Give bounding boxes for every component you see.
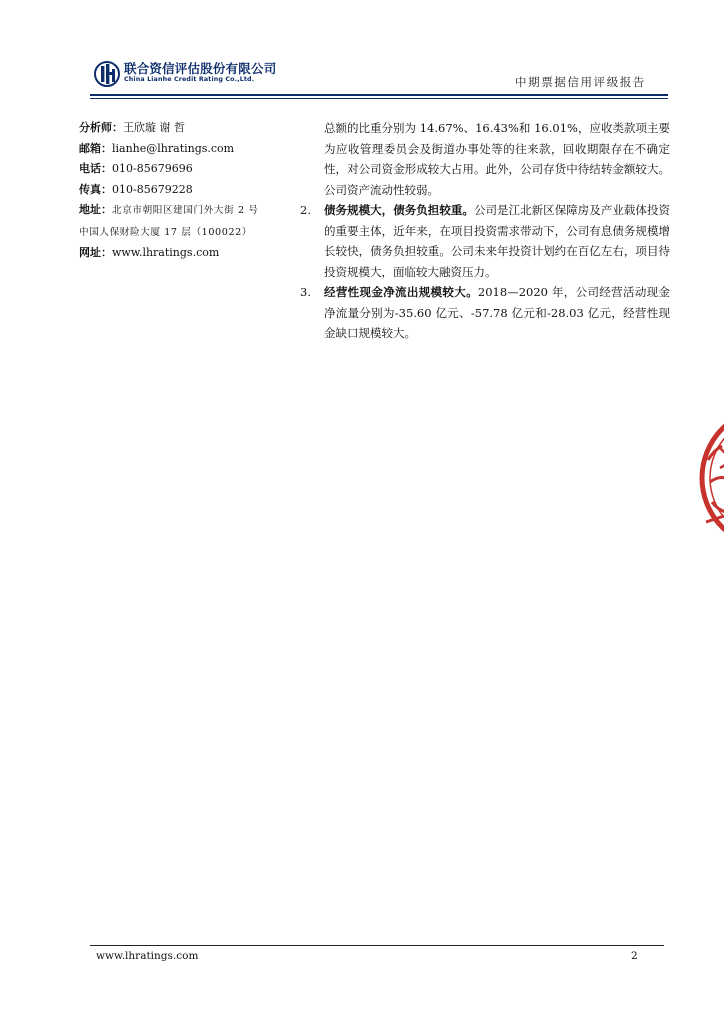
body-text: [300, 118, 670, 344]
item-text: 公司是江北新区保障房及产业载体投资的重要主体，近年来，在项目投资需求带动下，公司有息债务规模增长较快，债务负担较重。公司未来年投资计划约在百亿左右，项目待投资规模大，面临较大融资压力。: [324, 203, 671, 279]
item-title: 债务规模大，债务负担较重。: [324, 203, 474, 217]
email-value: lianhe@lhratings.com: [112, 141, 235, 155]
email-row: [79, 139, 279, 160]
phone-label: 电话：: [79, 162, 112, 175]
contact-info: [79, 118, 279, 264]
address-row-2: [79, 222, 279, 244]
footer-divider: [90, 945, 664, 946]
report-type-title: 中期票据信用评级报告: [515, 75, 646, 89]
continued-paragraph: 总额的比重分别为 14.67%、16.43%和 16.01%，应收类款项主要为应收管理委员会及街道办事处等的往来款，回收期限存在不确定性，对公司资金形成较大占用。此外，公司存货中待结转金额较大。公司资产流动性较弱。: [324, 121, 670, 197]
address-row: [79, 200, 279, 222]
header-divider-thin: [90, 98, 668, 99]
page-number: 2: [631, 950, 638, 962]
item-text: 2018—2020 年，公司经营活动现金净流量分别为-35.60 亿元、-57.78 亿元和-28.03 亿元，经营性现金缺口规模较大。: [324, 285, 671, 340]
phone-row: [79, 159, 279, 180]
address-label: 地址：: [79, 203, 112, 216]
address-line-2: 中国人保财险大厦 17 层（100022）: [79, 226, 253, 238]
lianhe-logo-icon: [94, 61, 120, 87]
item-number: 2.: [300, 203, 311, 217]
red-seal-stamp-icon: [696, 402, 724, 554]
fax-label: 传真：: [79, 182, 112, 196]
risk-item: [300, 282, 670, 344]
footer-website: www.lhratings.com: [96, 950, 199, 962]
analyst-row: [79, 118, 279, 139]
analyst-names: 王欣璇 谢 哲: [123, 121, 185, 134]
analyst-label: 分析师：: [79, 121, 123, 134]
email-label: 邮箱：: [79, 141, 112, 155]
item-number: 3.: [300, 285, 311, 299]
website-value: www.lhratings.com: [112, 246, 220, 259]
item-title: 经营性现金净流出规模较大。: [324, 285, 478, 299]
phone-value: 010-85679696: [112, 162, 193, 175]
page-header: [90, 58, 668, 94]
address-line-1: 北京市朝阳区建国门外大街 2 号: [112, 205, 259, 216]
website-label: 网址：: [79, 246, 112, 259]
company-name-en: China Lianhe Credit Rating Co.,Ltd.: [124, 76, 255, 83]
fax-value: 010-85679228: [112, 182, 193, 196]
header-divider: [90, 94, 668, 96]
risk-item: [300, 200, 670, 282]
website-row: [79, 243, 279, 264]
company-name-cn: 联合资信评估股份有限公司: [124, 61, 277, 76]
fax-row: [79, 180, 279, 201]
